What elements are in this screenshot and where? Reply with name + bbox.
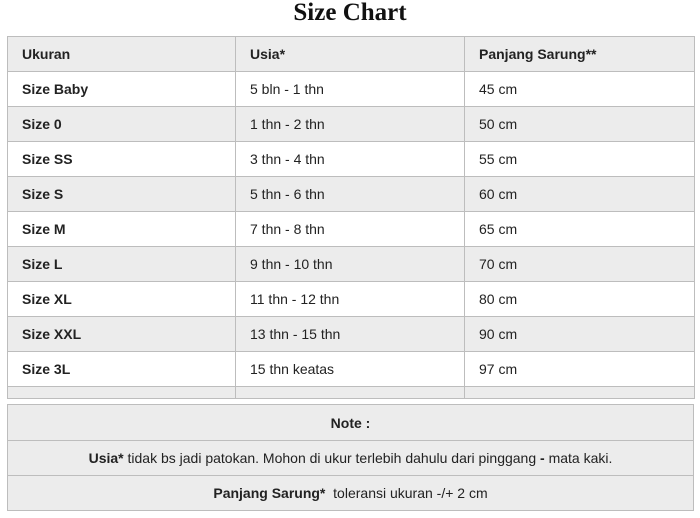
- age-cell: 9 thn - 10 thn: [236, 247, 465, 282]
- table-row: [8, 212, 695, 247]
- size-name-cell: Size 3L: [8, 352, 236, 387]
- table-row: [8, 107, 695, 142]
- age-cell: 5 bln - 1 thn: [236, 72, 465, 107]
- note-panjang-text: toleransi ukuran -/+ 2 cm: [325, 485, 488, 501]
- page-title: Size Chart: [293, 0, 407, 26]
- note-heading: [8, 405, 694, 441]
- size-name-cell: Size M: [8, 212, 236, 247]
- column-header-panjang-sarung: Panjang Sarung**: [465, 37, 695, 72]
- empty-cell: [465, 387, 695, 399]
- empty-cell: [8, 387, 236, 399]
- column-header-ukuran: Ukuran: [8, 37, 236, 72]
- age-cell: 3 thn - 4 thn: [236, 142, 465, 177]
- note-usia-dash: -: [540, 450, 545, 466]
- size-name-cell: Size SS: [8, 142, 236, 177]
- length-cell: 90 cm: [465, 317, 695, 352]
- table-row: [8, 142, 695, 177]
- length-cell: 50 cm: [465, 107, 695, 142]
- size-name-cell: Size XL: [8, 282, 236, 317]
- age-cell: 1 thn - 2 thn: [236, 107, 465, 142]
- note-usia-text: tidak bs jadi patokan. Mohon di ukur terlebih dahulu dari pinggang: [123, 450, 541, 466]
- age-cell: 15 thn keatas: [236, 352, 465, 387]
- note-usia-term: Usia*: [88, 450, 124, 466]
- note-heading-row: [8, 405, 694, 441]
- note-row-panjang: [8, 476, 694, 511]
- table-row: [8, 177, 695, 212]
- size-name-cell: Size XXL: [8, 317, 236, 352]
- length-cell: 55 cm: [465, 142, 695, 177]
- size-name-cell: Size L: [8, 247, 236, 282]
- column-header-usia: Usia*: [236, 37, 465, 72]
- length-cell: 80 cm: [465, 282, 695, 317]
- table-row: [8, 247, 695, 282]
- table-row: [8, 282, 695, 317]
- table-row: [8, 317, 695, 352]
- table-row: [8, 72, 695, 107]
- note-usia: [8, 441, 694, 476]
- note-row-usia: [8, 441, 694, 476]
- length-cell: 60 cm: [465, 177, 695, 212]
- empty-cell: [236, 387, 465, 399]
- age-cell: 5 thn - 6 thn: [236, 177, 465, 212]
- size-name-cell: Size S: [8, 177, 236, 212]
- size-name-cell: Size Baby: [8, 72, 236, 107]
- size-table: [7, 36, 695, 399]
- note-heading-text: Note :: [330, 414, 371, 431]
- size-name-cell: Size 0: [8, 107, 236, 142]
- note-panjang-term: Panjang Sarung*: [213, 485, 326, 501]
- length-cell: 65 cm: [465, 212, 695, 247]
- empty-table-row: [8, 387, 695, 399]
- table-header-row: [8, 37, 695, 72]
- age-cell: 13 thn - 15 thn: [236, 317, 465, 352]
- notes-table: [7, 404, 694, 511]
- length-cell: 97 cm: [465, 352, 695, 387]
- length-cell: 70 cm: [465, 247, 695, 282]
- length-cell: 45 cm: [465, 72, 695, 107]
- age-cell: 7 thn - 8 thn: [236, 212, 465, 247]
- age-cell: 11 thn - 12 thn: [236, 282, 465, 317]
- table-row: [8, 352, 695, 387]
- note-panjang: [8, 476, 694, 511]
- note-usia-text-end: mata kaki.: [544, 450, 613, 466]
